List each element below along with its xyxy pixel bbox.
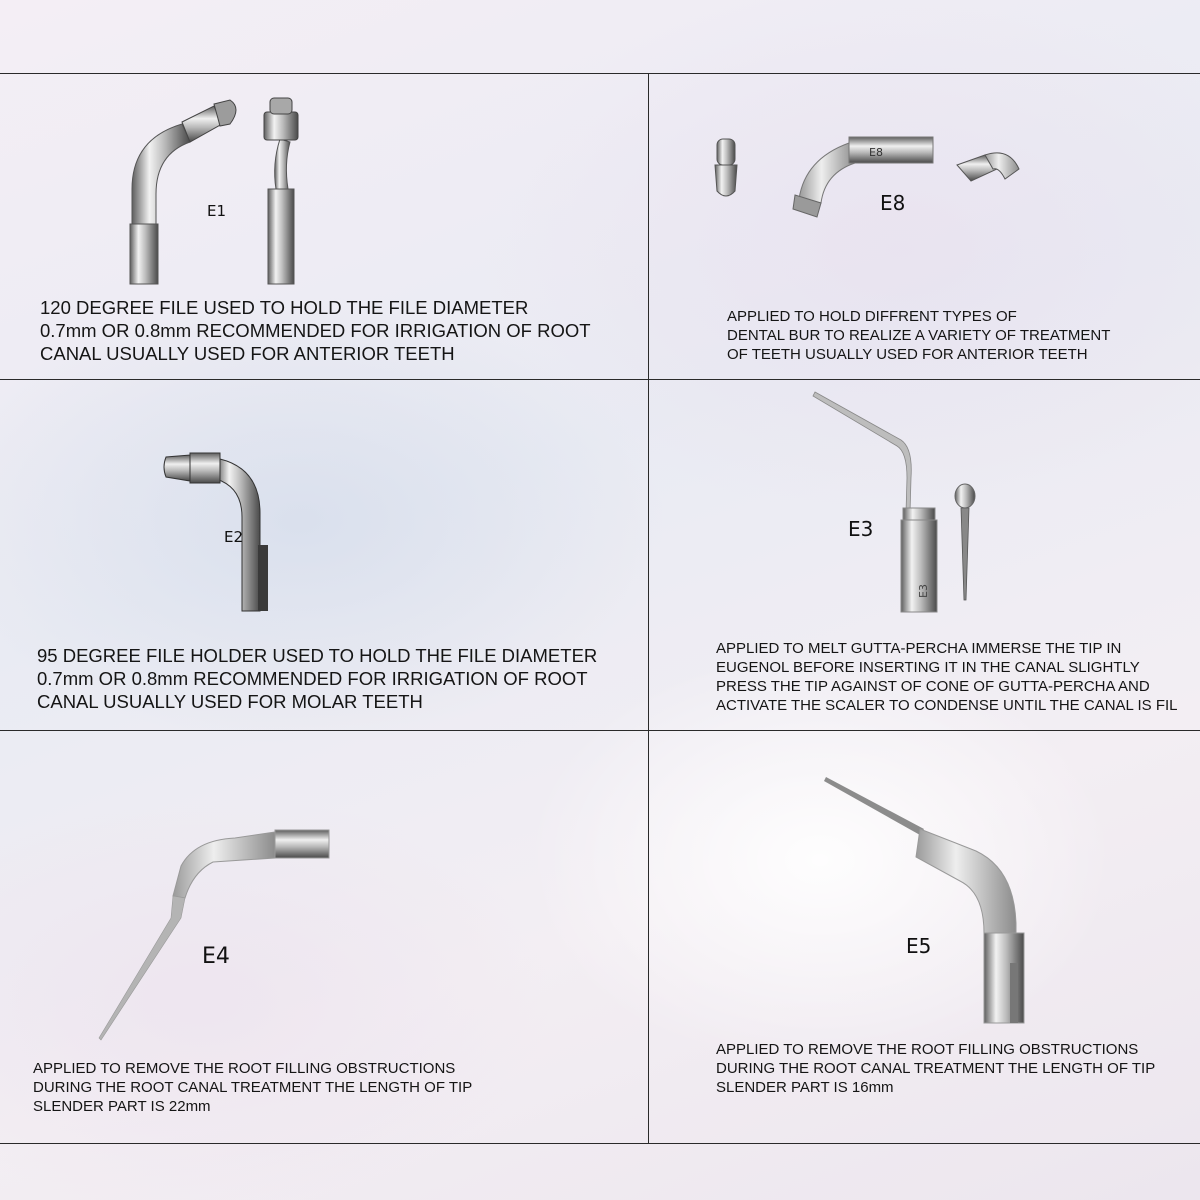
description-e5: APPLIED TO REMOVE THE ROOT FILLING OBSTRUCTIONS DURING THE ROOT CANAL TREATMENT THE LENGTH OF TIP SLENDER PART IS 16mm <box>716 1041 1156 1096</box>
tip-mark-e3: E3 <box>917 584 930 598</box>
tip-code-e3: E3 <box>848 517 874 541</box>
panel-e1 <box>0 74 648 379</box>
tip-code-e8: E8 <box>880 191 906 215</box>
description-e3 <box>716 639 1200 715</box>
description-e1: 120 DEGREE FILE USED TO HOLD THE FILE DIAMETER 0.7mm OR 0.8mm RECOMMENDED FOR IRRIGATION OF ROOT CANAL USUALLY USED FOR ANTERIOR TEETH <box>40 297 591 364</box>
condenser-tip-icon <box>809 388 1009 613</box>
panel-e5 <box>649 731 1200 1143</box>
long-slender-tip-icon <box>95 826 335 1046</box>
panel-e3 <box>649 380 1200 730</box>
tip-code-e4: E4 <box>202 944 230 969</box>
tip-mark-e8: E8 <box>869 146 883 159</box>
curved-file-holder-tip-icon <box>110 94 330 289</box>
description-e4: APPLIED TO REMOVE THE ROOT FILLING OBSTRUCTIONS DURING THE ROOT CANAL TREATMENT THE LENGTH OF TIP SLENDER PART IS 22mm <box>33 1060 473 1115</box>
tip-code-e5: E5 <box>906 934 932 958</box>
description-e3-line-3: PRESS THE TIP AGAINST OF CONE OF GUTTA-PERCHA AND <box>716 678 1150 695</box>
right-angle-file-holder-tip-icon <box>160 425 310 615</box>
panel-e4 <box>0 731 648 1143</box>
tip-code-e2: E2 <box>224 528 244 546</box>
short-slender-tip-icon <box>824 773 1034 1028</box>
panel-e8 <box>649 74 1200 379</box>
description-e2: 95 DEGREE FILE HOLDER USED TO HOLD THE FILE DIAMETER 0.7mm OR 0.8mm RECOMMENDED FOR IRRIGATION OF ROOT CANAL USUALLY USED FOR MOLAR TEETH <box>37 645 598 712</box>
tip-code-e1: E1 <box>207 202 227 220</box>
panel-e2 <box>0 380 648 730</box>
grid-line-bottom <box>0 1143 1200 1144</box>
description-e3-line-2: EUGENOL BEFORE INSERTING IT IN THE CANAL SLIGHTLY <box>716 659 1140 676</box>
description-e3-line-1: APPLIED TO MELT GUTTA-PERCHA IMMERSE THE TIP IN <box>716 640 1122 657</box>
description-e3-line-4: ACTIVATE THE SCALER TO CONDENSE UNTIL THE CANAL IS FIL <box>716 697 1178 714</box>
bur-holder-tip-icon <box>709 129 1039 219</box>
description-e8: APPLIED TO HOLD DIFFRENT TYPES OF DENTAL BUR TO REALIZE A VARIETY OF TREATMENT OF TEETH USUALLY USED FOR ANTERIOR TEETH <box>727 308 1111 363</box>
